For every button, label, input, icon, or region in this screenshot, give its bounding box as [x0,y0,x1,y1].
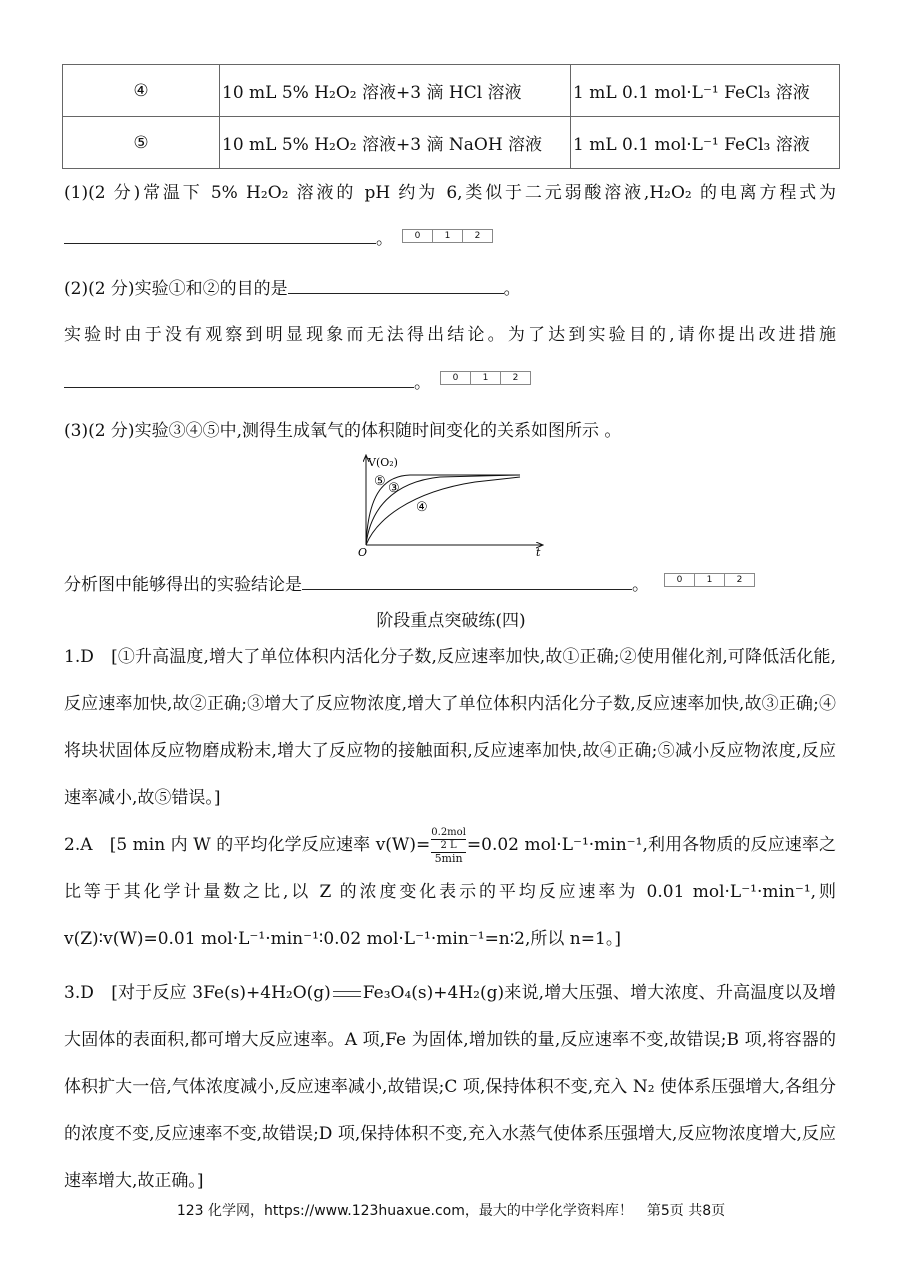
score-box: 0 1 2 [440,371,531,385]
score-box: 0 1 2 [402,229,493,243]
question-2-answer-line: 。 [64,368,431,393]
score-box: 0 1 2 [664,573,755,587]
catalyst-cell: 1 mL 0.1 mol·L⁻¹ FeCl₃ 溶液 [571,65,840,117]
answer-blank[interactable] [64,372,414,388]
curve-label: ③ [388,481,400,496]
fraction: 0.2mol 2 L 5min [431,826,466,865]
x-axis-label: t [536,546,541,559]
section-title: 阶段重点突破练(四) [376,611,526,631]
answer-blank[interactable] [288,278,504,294]
answer-blank[interactable] [64,228,376,244]
question-1-text: (1)(2 分)常温下 5% H₂O₂ 溶液的 pH 约为 6,类似于二元弱酸溶液,H₂O₂ 的电离方程式为 [64,183,836,203]
curve-label: ④ [416,500,428,515]
table-row [63,117,840,169]
equals-sign [333,991,361,997]
oxygen-volume-graph [350,450,550,560]
answer-3: 3.D [对于反应 3Fe(s)+4H₂O(g) Fe₃O₄(s)+4H₂(g)来说,增大压强、增大浓度、升高温度以及增大固体的表面积,都可增大反应速率。A 项,Fe 为固体,增加铁的量,反应速率不变,故错误;B 项,将容器的体积扩大一倍,气体浓度减小,反应速率减小,故错误;C 项,保持体积不变,充入 N₂ 使体系压强增大,各组分的浓度不变,反应速率不变,故错误;D 项,保持体积不变,充入水蒸气使体系压强增大,反应物浓度增大,反应速率增大,故正确。] [64,983,836,1191]
reagent-cell: 10 mL 5% H₂O₂ 溶液+3 滴 NaOH 溶液 [220,117,571,169]
origin-label: O [358,546,368,559]
question-2-text: (2)(2 分)实验①和②的目的是 。 [64,279,521,299]
experiment-table [62,64,840,169]
row-number: ④ [63,65,220,117]
catalyst-cell: 1 mL 0.1 mol·L⁻¹ FeCl₃ 溶液 [571,117,840,169]
question-1-answer-line: 。 [64,224,393,249]
row-number: ⑤ [63,117,220,169]
answer-1: 1.D [①升高温度,增大了单位体积内活化分子数,反应速率加快,故①正确;②使用催化剂,可降低活化能,反应速率加快,故②正确;③增大了反应物浓度,增大了单位体积内活化分子数,反应速率加快,故③正确;④将块状固体反应物磨成粉末,增大了反应物的接触面积,反应速率加快,故④正确;⑤减小反应物浓度,反应速率减小,故⑤错误。] [64,647,836,808]
reagent-cell: 10 mL 5% H₂O₂ 溶液+3 滴 HCl 溶液 [220,65,571,117]
question-3-analysis: 分析图中能够得出的实验结论是 。 [64,575,649,595]
answer-2: 2.A [5 min 内 W 的平均化学反应速率 v(W)= 0.2mol 2 L 5min =0.02 mol·L⁻¹·min⁻¹,利用各物质的反应速率之比等于其化学计量数之比,以 Z 的浓度变化表示的平均反应速率为 0.01 mol·L⁻¹·min⁻¹,则 v(Z)∶v(W)=0.01 mol·L⁻¹·min⁻¹∶0.02 mol·L⁻¹·min⁻¹=n∶2,所以 n=1。] [64,826,836,949]
question-3-text: (3)(2 分)实验③④⑤中,测得生成氧气的体积随时间变化的关系如图所示 。 [64,421,622,441]
curve-label: ⑤ [374,474,386,489]
table-row [63,65,840,117]
question-2-text2: 实验时由于没有观察到明显现象而无法得出结论。为了达到实验目的,请你提出改进措施 [64,325,836,345]
page-footer: 123 化学网，https://www.123huaxue.com，最大的中学化学资料库！ 第5页 共8页 [176,1203,726,1219]
y-axis-label: V(O₂) [368,456,398,469]
answer-blank[interactable] [302,574,632,590]
